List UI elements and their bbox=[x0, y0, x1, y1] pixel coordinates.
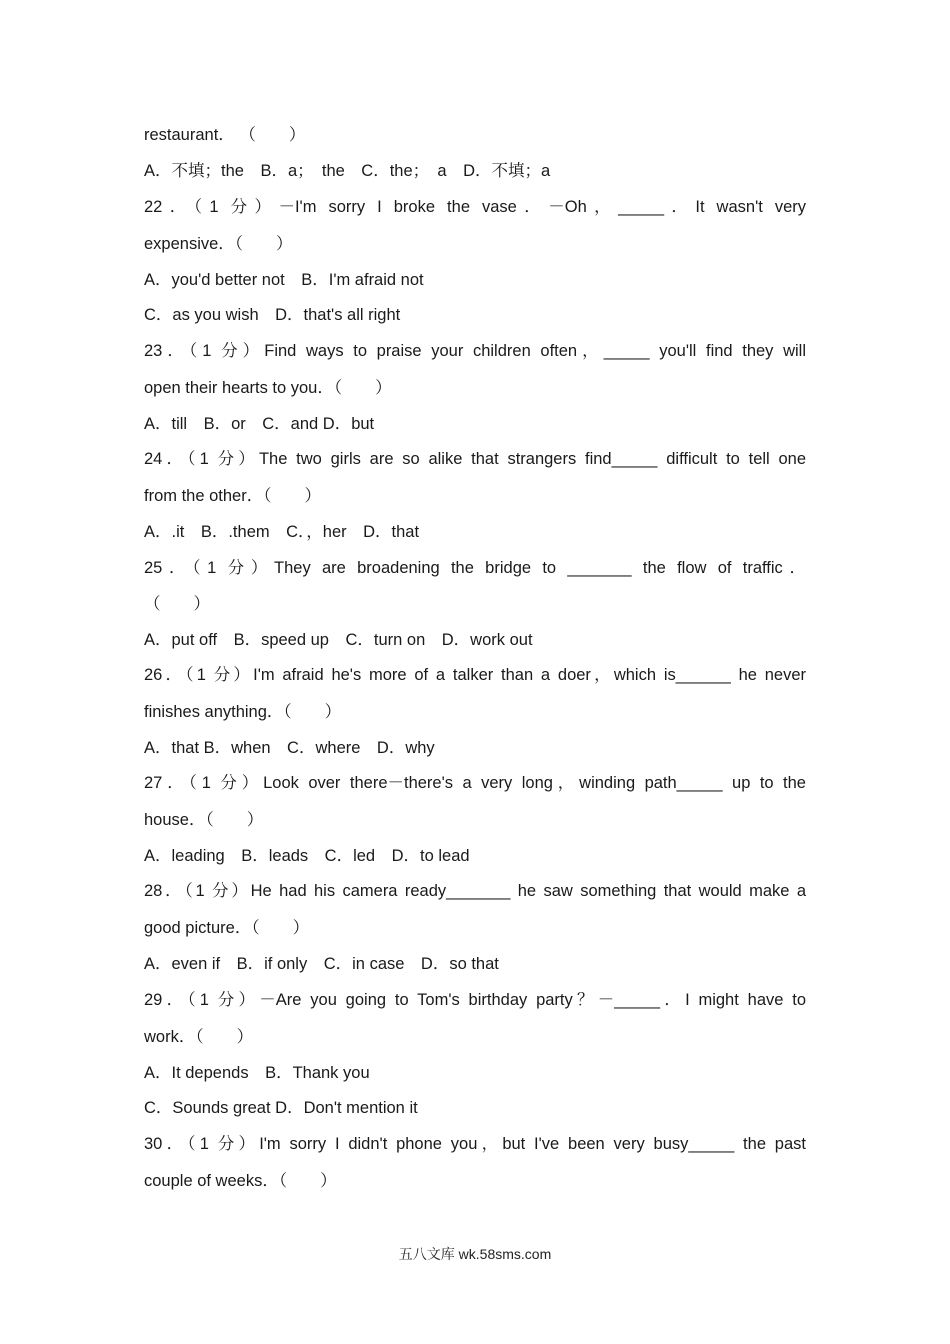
q25-stem-line2: （ ） bbox=[144, 595, 210, 613]
q21-options: A．不填；the B．a； the C．the； a D．不填；a bbox=[144, 162, 551, 180]
q29-stem-line2: work．（ ） bbox=[144, 1028, 254, 1046]
q28-options: A．even if B．if only C．in case D．so that bbox=[144, 955, 499, 973]
q22-stem-line2: expensive．（ ） bbox=[144, 235, 293, 253]
q26-stem-line1: 26．（1 分）I'm afraid he's more of a talker than a doer，which is______ he never bbox=[144, 666, 806, 684]
q28-stem-line1: 28．（1 分）He had his camera ready_______ he saw something that would make a bbox=[144, 882, 806, 900]
q23-stem-line2: open their hearts to you．（ ） bbox=[144, 379, 392, 397]
q24-stem-line2: from the other．（ ） bbox=[144, 487, 321, 505]
q25-options: A．put off B．speed up C．turn on D．work out bbox=[144, 631, 533, 649]
q24-options: A．.it B．.them C．，her D．that bbox=[144, 523, 420, 541]
q26-stem-line2: finishes anything．（ ） bbox=[144, 703, 342, 721]
q26-options: A．that B．when C．where D．why bbox=[144, 739, 435, 757]
q27-stem-line1: 27．（1 分）Look over there－there's a very long，winding path_____ up to the bbox=[144, 774, 806, 792]
q28-stem-line2: good picture．（ ） bbox=[144, 919, 310, 937]
q24-stem-line1: 24．（1 分）The two girls are so alike that strangers find_____ difficult to tell one bbox=[144, 450, 806, 468]
q22-stem-line1: 22．（1 分）－I'm sorry I broke the vase．－Oh，_____．It wasn't very bbox=[144, 198, 806, 216]
q30-stem-line2: couple of weeks．（ ） bbox=[144, 1172, 337, 1190]
page-footer-watermark: 五八文库 wk.58sms.com bbox=[398, 1246, 552, 1262]
q25-stem-line1: 25．（1 分）They are broadening the bridge to _______ the flow of traffic． bbox=[144, 559, 806, 577]
q21-stem-end: restaurant． （ ） bbox=[144, 126, 306, 144]
q23-stem-line1: 23．（1 分）Find ways to praise your children often，_____ you'll find they will bbox=[144, 342, 806, 360]
q29-options-line2: C．Sounds great D．Don't mention it bbox=[144, 1099, 418, 1117]
q27-options: A．leading B．leads C．led D．to lead bbox=[144, 847, 470, 865]
q27-stem-line2: house．（ ） bbox=[144, 811, 264, 829]
q23-options: A．till B．or C．and D．but bbox=[144, 415, 375, 433]
q22-options-line2: C．as you wish D．that's all right bbox=[144, 306, 401, 324]
q30-stem-line1: 30．（1 分）I'm sorry I didn't phone you，but I've been very busy_____ the past bbox=[144, 1135, 806, 1153]
q22-options-line1: A．you'd better not B．I'm afraid not bbox=[144, 271, 424, 289]
q29-stem-line1: 29．（1 分）－Are you going to Tom's birthday party？－_____．I might have to bbox=[144, 991, 806, 1009]
q29-options-line1: A．It depends B．Thank you bbox=[144, 1064, 370, 1082]
